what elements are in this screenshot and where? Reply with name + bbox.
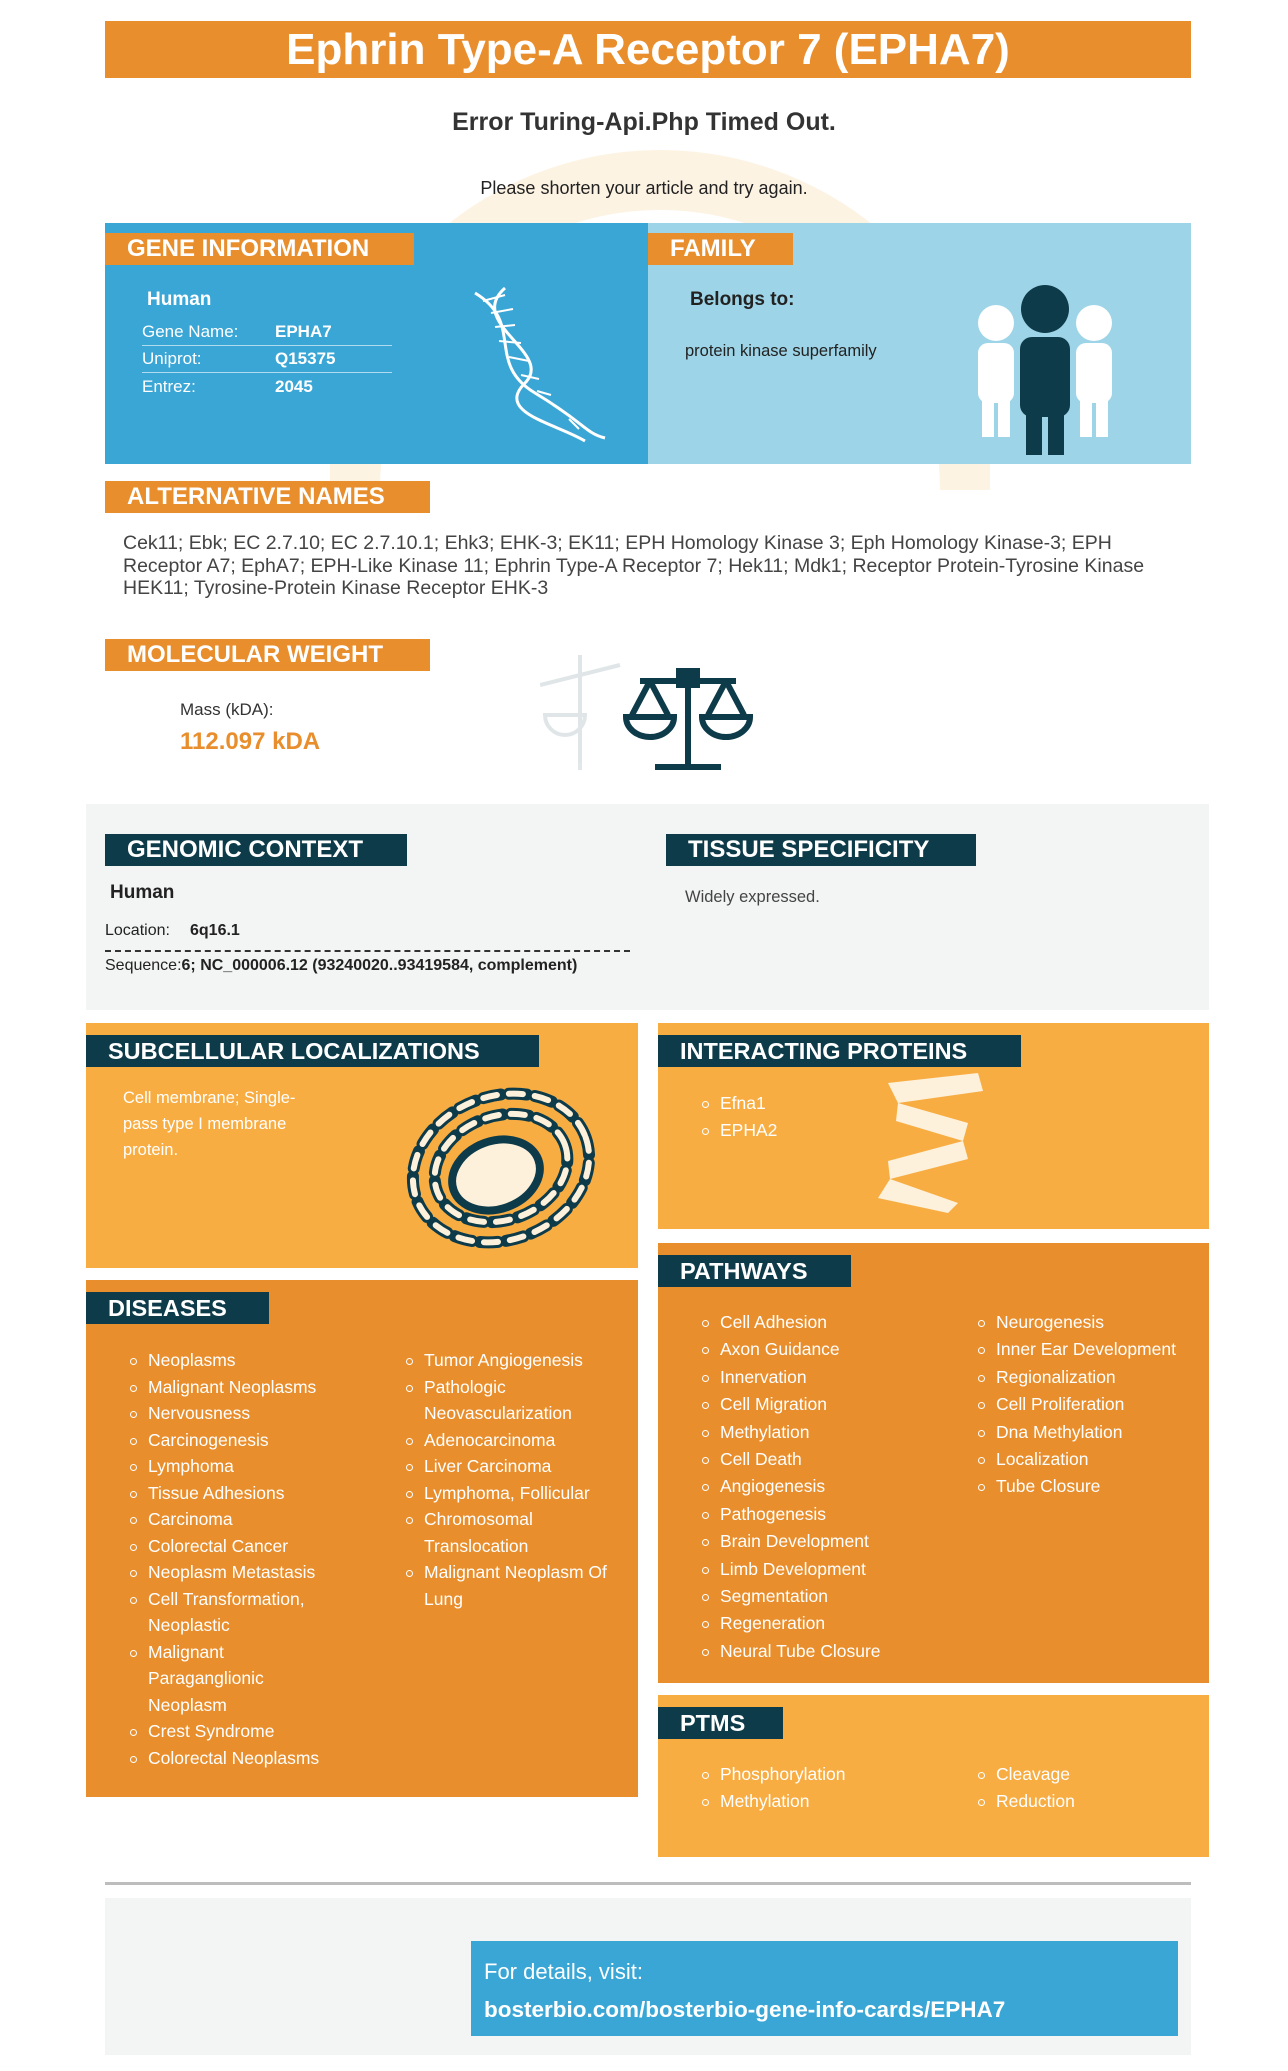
- location-row: [105, 922, 630, 940]
- list-item: Tube Closure: [976, 1473, 1176, 1500]
- gene-information-panel: [105, 223, 648, 464]
- list-item: Angiogenesis: [700, 1473, 881, 1500]
- details-label: For details, visit:: [484, 1959, 643, 1984]
- genomic-species: Human: [110, 882, 175, 903]
- balance-scale-icon: [540, 645, 765, 780]
- genomic-tissue-panel: [86, 804, 1209, 1010]
- pathways-panel: [658, 1243, 1209, 1683]
- mass-value: 112.097 kDA: [180, 728, 321, 755]
- gene-info-row: [142, 319, 392, 346]
- list-item: Malignant Neoplasm Of Lung: [404, 1559, 614, 1612]
- alternative-names-heading: ALTERNATIVE NAMES: [105, 481, 430, 513]
- people-group-icon: [970, 285, 1120, 455]
- page-title: Ephrin Type-A Receptor 7 (EPHA7): [105, 21, 1191, 78]
- list-item: Tissue Adhesions: [128, 1480, 358, 1507]
- list-item: Dna Methylation: [976, 1419, 1176, 1446]
- list-item: Cell Transformation, Neoplastic: [128, 1586, 308, 1639]
- list-item: Segmentation: [700, 1583, 881, 1610]
- alternative-names-text: Cek11; Ebk; EC 2.7.10; EC 2.7.10.1; Ehk3; EHK-3; EK11; EPH Homology Kinase 3; Eph Homology Kinase-3; EPH Receptor A7; EphA7; EPH-Like Kinase 11; Ephrin Type-A Receptor 7; Hek11; Mdk1; Receptor Protein-Tyrosine Kinase HEK11; Tyrosine-Protein Kinase Receptor EHK-3: [123, 532, 1145, 599]
- error-message: Please shorten your article and try again.: [480, 178, 808, 198]
- list-item: Nervousness: [128, 1400, 358, 1427]
- list-item: Cell Death: [700, 1446, 881, 1473]
- diseases-heading: DISEASES: [86, 1292, 269, 1324]
- family-value: protein kinase superfamily: [685, 342, 877, 360]
- list-item: Reduction: [976, 1788, 1075, 1815]
- list-item: Regionalization: [976, 1364, 1176, 1391]
- list-item: Localization: [976, 1446, 1176, 1473]
- list-item: Adenocarcinoma: [404, 1427, 614, 1454]
- subcellular-heading: SUBCELLULAR LOCALIZATIONS: [86, 1035, 539, 1067]
- gene-name-label: Gene Name:: [142, 322, 239, 341]
- diseases-list-col1: [128, 1347, 358, 1771]
- genomic-context-heading: GENOMIC CONTEXT: [105, 834, 407, 866]
- mass-label: Mass (kDA):: [180, 700, 274, 719]
- footer-divider: [105, 1882, 1191, 1885]
- gene-species: Human: [147, 289, 212, 310]
- diseases-panel: [86, 1280, 638, 1797]
- ptms-list-col2: [976, 1761, 1075, 1816]
- dna-helix-icon: [465, 283, 615, 443]
- error-title: Error Turing-Api.Php Timed Out.: [452, 108, 836, 136]
- entrez-label: Entrez:: [142, 376, 196, 396]
- list-item: Methylation: [700, 1788, 846, 1815]
- molecular-weight-heading: MOLECULAR WEIGHT: [105, 639, 430, 671]
- subcellular-panel: [86, 1023, 638, 1268]
- protein-helix-icon: [868, 1073, 998, 1213]
- diseases-list-col2: [404, 1347, 614, 1612]
- gene-info-table: [142, 319, 392, 400]
- list-item: Tumor Angiogenesis: [404, 1347, 614, 1374]
- list-item: Limb Development: [700, 1556, 881, 1583]
- uniprot-value: Q15375: [275, 349, 336, 368]
- list-item: Lymphoma: [128, 1453, 358, 1480]
- details-url[interactable]: bosterbio.com/bosterbio-gene-info-cards/EPHA7: [484, 1997, 1006, 2022]
- list-item: Neoplasm Metastasis: [128, 1559, 358, 1586]
- gene-name-value: EPHA7: [275, 322, 332, 341]
- pathways-heading: PATHWAYS: [658, 1255, 851, 1287]
- list-item: Colorectal Cancer: [128, 1533, 358, 1560]
- family-panel: [648, 223, 1191, 464]
- interacting-proteins-panel: [658, 1023, 1209, 1229]
- list-item: Cleavage: [976, 1761, 1075, 1788]
- interacting-proteins-heading: INTERACTING PROTEINS: [658, 1035, 1021, 1067]
- divider-dashed: [105, 950, 630, 952]
- list-item: Carcinoma: [128, 1506, 358, 1533]
- list-item: Cell Migration: [700, 1391, 881, 1418]
- pathways-list-col1: [700, 1309, 881, 1665]
- list-item: Chromosomal Translocation: [404, 1506, 554, 1559]
- gene-info-row: [142, 346, 392, 373]
- family-heading: FAMILY: [648, 233, 793, 265]
- tissue-specificity-text: Widely expressed.: [685, 888, 820, 906]
- location-value: 6q16.1: [190, 922, 240, 939]
- list-item: Liver Carcinoma: [404, 1453, 614, 1480]
- list-item: Axon Guidance: [700, 1336, 881, 1363]
- list-item: Regeneration: [700, 1610, 881, 1637]
- list-item: Neoplasms: [128, 1347, 358, 1374]
- tissue-specificity-heading: TISSUE SPECIFICITY: [666, 834, 976, 866]
- golgi-organelle-icon: [396, 1083, 606, 1253]
- list-item: Cell Adhesion: [700, 1309, 881, 1336]
- entrez-value: 2045: [275, 376, 313, 396]
- list-item: Pathogenesis: [700, 1501, 881, 1528]
- ptms-panel: [658, 1695, 1209, 1857]
- list-item: Neural Tube Closure: [700, 1638, 881, 1665]
- list-item: Pathologic Neovascularization: [404, 1374, 574, 1427]
- list-item: Malignant Paraganglionic Neoplasm: [128, 1639, 258, 1719]
- list-item: Methylation: [700, 1419, 881, 1446]
- gene-information-heading: GENE INFORMATION: [105, 233, 414, 265]
- subcellular-text: Cell membrane; Single-pass type I membrane protein.: [123, 1089, 296, 1159]
- sequence-value: 6; NC_000006.12 (93240020..93419584, complement): [181, 957, 578, 974]
- sequence-label: Sequence:: [105, 957, 182, 974]
- ptms-list-col1: [700, 1761, 846, 1816]
- list-item: Carcinogenesis: [128, 1427, 358, 1454]
- list-item: Neurogenesis: [976, 1309, 1176, 1336]
- interacting-proteins-list: [700, 1090, 777, 1145]
- list-item: Malignant Neoplasms: [128, 1374, 358, 1401]
- family-belongs-label: Belongs to:: [690, 289, 795, 310]
- list-item: Lymphoma, Follicular: [404, 1480, 614, 1507]
- sequence-row: [105, 957, 645, 975]
- list-item: Innervation: [700, 1364, 881, 1391]
- pathways-list-col2: [976, 1309, 1176, 1501]
- uniprot-label: Uniprot:: [142, 349, 202, 368]
- list-item: Phosphorylation: [700, 1761, 846, 1788]
- list-item: EPHA2: [700, 1117, 777, 1144]
- location-label: Location:: [105, 922, 170, 939]
- list-item: Cell Proliferation: [976, 1391, 1176, 1418]
- gene-info-row: [142, 373, 392, 400]
- list-item: Colorectal Neoplasms: [128, 1745, 358, 1772]
- list-item: Efna1: [700, 1090, 777, 1117]
- list-item: Inner Ear Development: [976, 1336, 1176, 1363]
- details-link-box[interactable]: [471, 1941, 1178, 2036]
- list-item: Crest Syndrome: [128, 1718, 358, 1745]
- ptms-heading: PTMS: [658, 1707, 783, 1739]
- list-item: Brain Development: [700, 1528, 881, 1555]
